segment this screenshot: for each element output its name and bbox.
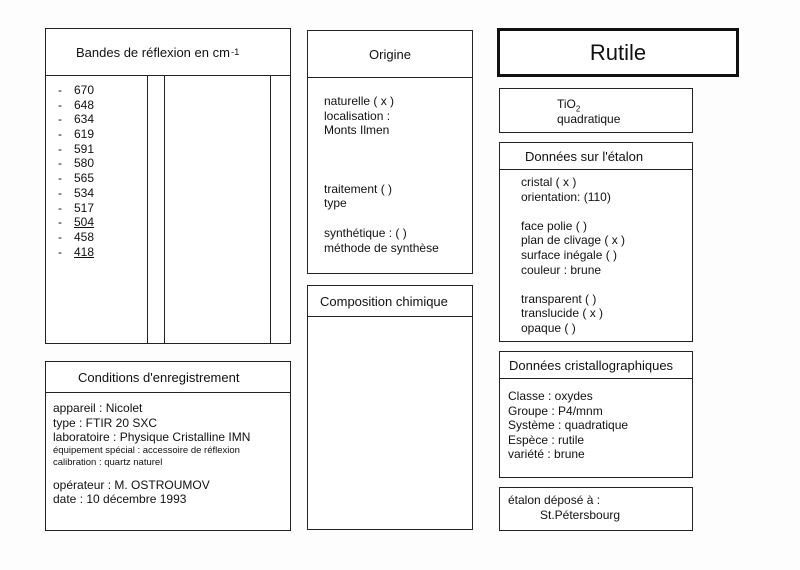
band-dash: - xyxy=(58,112,62,127)
band-dash: - xyxy=(58,215,62,230)
origine-details xyxy=(324,94,439,255)
band-value: 648 xyxy=(74,97,95,112)
band-dash: - xyxy=(58,83,62,98)
band-row xyxy=(58,201,114,216)
origine-lieu: Monts Ilmen xyxy=(324,123,390,138)
origine-localisation: localisation : xyxy=(324,108,391,123)
composition-header: Composition chimique xyxy=(308,286,472,317)
band-value: 634 xyxy=(74,112,95,127)
band-dash: - xyxy=(58,244,62,259)
band-value: 418 xyxy=(74,244,95,259)
band-row xyxy=(58,171,114,186)
bands-list xyxy=(58,83,114,259)
band-row xyxy=(58,186,114,201)
band-dash: - xyxy=(58,229,62,244)
origine-header: Origine xyxy=(308,31,472,78)
conditions-operateur: opérateur : M. OSTROUMOV xyxy=(53,477,210,492)
formula-base: TiO xyxy=(557,97,576,111)
etalon-translucide: translucide ( x ) xyxy=(521,306,604,321)
etalon-orientation: orientation: (110) xyxy=(521,189,611,204)
conditions-details xyxy=(53,401,250,507)
band-row xyxy=(58,112,114,127)
band-value: 534 xyxy=(74,185,95,200)
cristallo-header: Données cristallographiques xyxy=(500,352,692,379)
band-value: 591 xyxy=(74,141,95,156)
origine-panel xyxy=(307,30,473,274)
formula-box xyxy=(499,88,693,133)
bands-panel xyxy=(45,28,291,344)
etalon-panel xyxy=(499,142,693,342)
band-row xyxy=(58,215,114,230)
conditions-panel xyxy=(45,361,291,531)
origine-synthetique: synthétique : ( ) xyxy=(324,225,407,240)
cristallo-espece: Espèce : rutile xyxy=(508,432,585,447)
conditions-appareil: appareil : Nicolet xyxy=(53,401,143,415)
etalon-surface: surface inégale ( ) xyxy=(521,247,618,262)
conditions-header: Conditions d'enregistrement xyxy=(46,362,290,393)
band-row xyxy=(58,127,114,142)
bands-header-text: Bandes de réflexion en cm xyxy=(76,44,230,60)
band-row xyxy=(58,230,114,245)
bands-column-divider xyxy=(270,75,271,343)
band-dash: - xyxy=(58,185,62,200)
origine-type: type xyxy=(324,196,347,211)
conditions-date: date : 10 décembre 1993 xyxy=(53,492,187,507)
band-value: 458 xyxy=(74,229,95,244)
conditions-laboratoire: laboratoire : Physique Cristalline IMN xyxy=(53,430,251,445)
conditions-type: type : FTIR 20 SXC xyxy=(53,415,158,430)
cristallo-systeme: Système : quadratique xyxy=(508,418,629,433)
composition-panel xyxy=(307,285,473,530)
depot-lieu: St.Pétersbourg xyxy=(540,508,621,522)
band-dash: - xyxy=(58,200,62,215)
band-row xyxy=(58,156,114,171)
etalon-face: face polie ( ) xyxy=(521,218,588,233)
conditions-calibration: calibration : quartz naturel xyxy=(53,456,163,468)
band-value: 619 xyxy=(74,127,95,142)
band-value: 670 xyxy=(74,83,95,98)
band-value: 517 xyxy=(74,200,95,215)
etalon-opaque: opaque ( ) xyxy=(521,320,576,335)
etalon-plan: plan de clivage ( x ) xyxy=(521,233,626,248)
cristallo-classe: Classe : oxydes xyxy=(508,389,593,403)
conditions-equipement: équipement spécial : accessoire de réflexion xyxy=(53,444,240,456)
band-dash: - xyxy=(58,141,62,156)
bands-header-unit: -1 xyxy=(230,47,240,58)
origine-methode: méthode de synthèse xyxy=(324,240,439,255)
bands-header xyxy=(46,29,290,76)
formula-system: quadratique xyxy=(557,112,621,126)
etalon-cristal: cristal ( x ) xyxy=(521,175,577,189)
mineral-title xyxy=(497,28,739,77)
formula-subscript: 2 xyxy=(575,104,581,114)
bands-column-divider xyxy=(164,75,165,343)
band-dash: - xyxy=(58,171,62,186)
band-value: 565 xyxy=(74,171,95,186)
band-row xyxy=(58,245,114,260)
band-value: 504 xyxy=(74,215,95,230)
cristallo-details xyxy=(508,389,628,462)
band-value: 580 xyxy=(74,156,95,171)
etalon-transparent: transparent ( ) xyxy=(521,291,597,306)
mineral-title-text: Rutile xyxy=(589,39,647,65)
cristallo-panel xyxy=(499,351,693,478)
etalon-details xyxy=(521,175,625,336)
band-dash: - xyxy=(58,97,62,112)
etalon-header: Données sur l'étalon xyxy=(500,143,692,170)
bands-column-divider xyxy=(147,75,148,343)
band-dash: - xyxy=(58,156,62,171)
cristallo-variete: variété : brune xyxy=(508,447,585,462)
band-row xyxy=(58,142,114,157)
band-row xyxy=(58,98,114,113)
depot-panel xyxy=(499,487,693,531)
depot-label: étalon déposé à : xyxy=(508,493,601,507)
band-row xyxy=(58,83,114,98)
cristallo-groupe: Groupe : P4/mnm xyxy=(508,403,603,418)
origine-naturelle: naturelle ( x ) xyxy=(324,94,395,108)
etalon-couleur: couleur : brune xyxy=(521,262,602,277)
band-dash: - xyxy=(58,127,62,142)
origine-traitement: traitement ( ) xyxy=(324,181,393,196)
